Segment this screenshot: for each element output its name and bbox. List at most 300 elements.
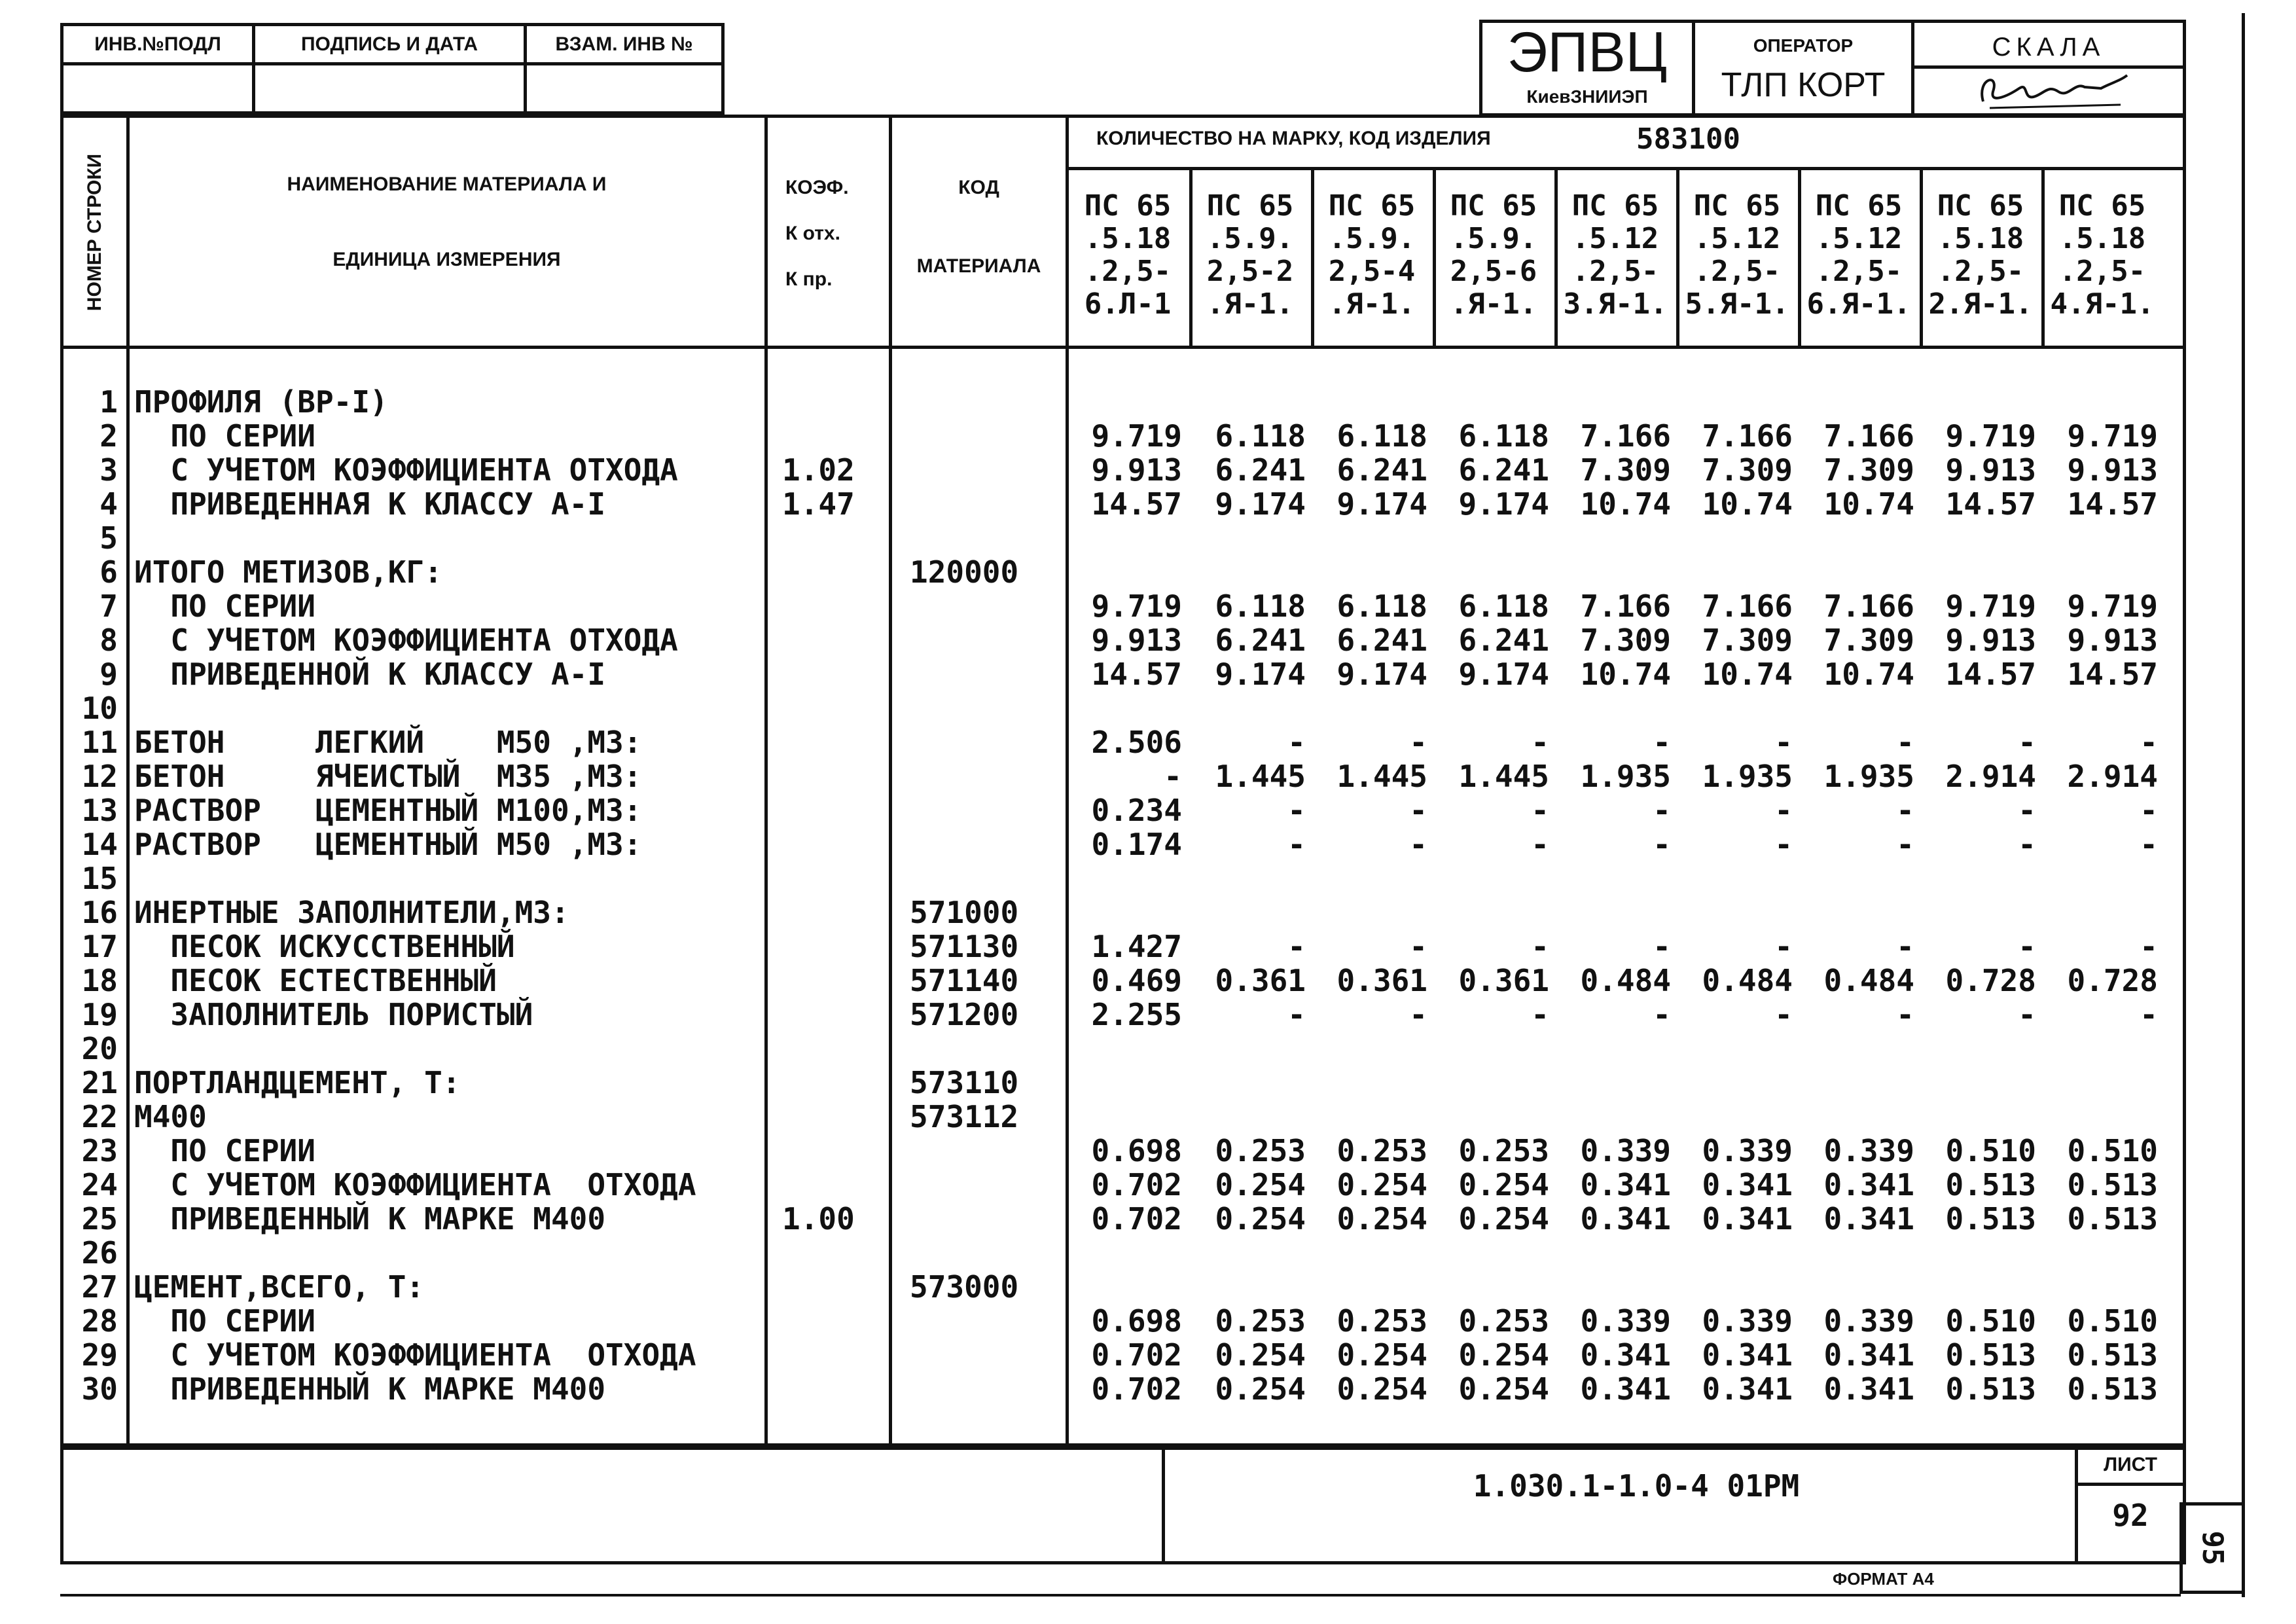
material-name: ПО СЕРИИ: [134, 1303, 315, 1339]
quantity-cell: -: [1774, 793, 1793, 828]
quantity-cell: -: [1774, 725, 1793, 760]
coef-header-line3: К пр.: [785, 268, 833, 290]
quantity-cell: -: [2018, 827, 2036, 862]
material-name: М400: [134, 1099, 207, 1134]
row-number: 24: [81, 1167, 118, 1202]
quantity-cell: 6.118: [1336, 418, 1427, 454]
quantity-cell: 7.166: [1823, 418, 1914, 454]
material-code: [910, 487, 1073, 521]
row-number: 8: [99, 623, 118, 658]
quantity-cell: [2041, 1066, 2158, 1100]
coefficient: [782, 1338, 893, 1372]
coef-header-line1: КОЭФ.: [785, 177, 849, 198]
quantity-cell: [1311, 861, 1427, 895]
material-code: [910, 521, 1073, 555]
quantity-cell: 9.174: [1458, 486, 1549, 522]
material-code: [910, 1236, 1073, 1270]
quantity-cell: 1.445: [1215, 759, 1306, 794]
quantity-cell: [1311, 555, 1427, 589]
skala-label: СКАЛА: [1992, 33, 2106, 62]
quantity-cell: [1066, 1066, 1182, 1100]
quantity-cell: 0.253: [1458, 1133, 1549, 1168]
quantity-cell: -: [1896, 997, 1914, 1032]
material-code: [910, 1372, 1073, 1406]
quantity-cell: -: [1287, 725, 1306, 760]
sheet-label: ЛИСТ: [2104, 1454, 2157, 1475]
bottom-line: [60, 1594, 2181, 1597]
quantity-cell: [1798, 861, 1914, 895]
coefficient: 1.02: [782, 452, 855, 488]
quantity-cell: 0.341: [1702, 1167, 1793, 1202]
quantity-cell: [1066, 1100, 1182, 1134]
quantity-cell: [2041, 385, 2158, 419]
quantity-cell: [1798, 691, 1914, 725]
divider: [2075, 1483, 2186, 1486]
quantity-cell: 0.702: [1091, 1201, 1182, 1236]
row-number: 3: [99, 452, 118, 488]
row-number: 11: [81, 725, 118, 760]
material-name: С УЧЕТОМ КОЭФФИЦИЕНТА ОТХОДА: [134, 1167, 696, 1202]
coefficient: [782, 555, 893, 589]
quantity-cell: [1798, 1066, 1914, 1100]
quantity-cell: 7.166: [1702, 588, 1793, 624]
coefficient: [782, 521, 893, 555]
quantity-header: КОЛИЧЕСТВО НА МАРКУ, КОД ИЗДЕЛИЯ: [1096, 128, 1491, 149]
quantity-cell: -: [1531, 827, 1549, 862]
material-code: 571200: [910, 997, 1019, 1032]
quantity-cell: [1676, 555, 1793, 589]
quantity-cell: [1554, 895, 1671, 929]
sign-label: ПОДПИСЬ И ДАТА: [300, 33, 478, 55]
quantity-cell: 0.341: [1702, 1337, 1793, 1373]
quantity-cell: 10.74: [1580, 657, 1671, 692]
quantity-cell: 2.506: [1091, 725, 1182, 760]
quantity-cell: 6.241: [1336, 452, 1427, 488]
coefficient: [782, 1134, 893, 1168]
header-divider: [60, 346, 2186, 349]
quantity-cell: -: [1287, 827, 1306, 862]
coefficient: [782, 964, 893, 998]
row-number: 6: [99, 554, 118, 590]
quantity-cell: [1189, 1100, 1306, 1134]
quantity-cell: 0.254: [1336, 1201, 1427, 1236]
quantity-cell: [2041, 861, 2158, 895]
row-number: 14: [81, 827, 118, 862]
quantity-cell: 0.702: [1091, 1337, 1182, 1373]
quantity-cell: 0.513: [1945, 1337, 2036, 1373]
row-number: 23: [81, 1133, 118, 1168]
quantity-cell: [1554, 555, 1671, 589]
material-code: [910, 1168, 1073, 1202]
quantity-cell: 0.253: [1458, 1303, 1549, 1339]
quantity-cell: [1798, 1236, 1914, 1270]
quantity-cell: [1920, 385, 2036, 419]
material-code: [910, 861, 1073, 895]
coefficient: [782, 827, 893, 861]
material-name: ИТОГО МЕТИЗОВ,КГ:: [134, 554, 442, 590]
name-header-line2: ЕДИНИЦА ИЗМЕРЕНИЯ: [332, 249, 561, 270]
quantity-cell: 7.309: [1823, 623, 1914, 658]
coefficient: [782, 1066, 893, 1100]
quantity-cell: -: [1653, 793, 1671, 828]
quantity-cell: [1798, 1270, 1914, 1304]
divider: [60, 62, 725, 65]
quantity-cell: [1311, 1066, 1427, 1100]
quantity-cell: [1920, 1270, 2036, 1304]
quantity-cell: [1554, 385, 1671, 419]
material-name: ИНЕРТНЫЕ ЗАПОЛНИТЕЛИ,М3:: [134, 895, 569, 930]
quantity-cell: 0.513: [2067, 1371, 2158, 1407]
material-name: РАСТВОР ЦЕМЕНТНЫЙ М50 ,М3:: [134, 827, 642, 862]
quantity-cell: [1066, 895, 1182, 929]
quantity-cell: [2041, 1236, 2158, 1270]
quantity-cell: 0.254: [1458, 1167, 1549, 1202]
operator-value: ТЛП КОРТ: [1721, 66, 1886, 104]
row-number: 18: [81, 963, 118, 998]
quantity-cell: [1433, 1032, 1549, 1066]
quantity-cell: 0.728: [2067, 963, 2158, 998]
quantity-cell: 0.513: [1945, 1201, 2036, 1236]
material-code: 571130: [910, 929, 1019, 964]
row-number: 10: [81, 691, 118, 726]
row-number: 22: [81, 1099, 118, 1134]
quantity-cell: [1676, 1100, 1793, 1134]
quantity-cell: 0.361: [1336, 963, 1427, 998]
coefficient: [782, 1270, 893, 1304]
row-number: 30: [81, 1371, 118, 1407]
quantity-cell: [1798, 555, 1914, 589]
material-name: ПОРТЛАНДЦЕМЕНТ, Т:: [134, 1065, 461, 1100]
quantity-cell: 7.309: [1702, 452, 1793, 488]
quantity-cell: -: [1531, 997, 1549, 1032]
quantity-cell: -: [1409, 929, 1427, 964]
quantity-cell: [1433, 555, 1549, 589]
quantity-cell: 1.427: [1091, 929, 1182, 964]
quantity-cell: [1920, 861, 2036, 895]
material-name: ПО СЕРИИ: [134, 1133, 315, 1168]
quantity-cell: [1920, 555, 2036, 589]
quantity-cell: -: [1409, 725, 1427, 760]
coefficient: [782, 1304, 893, 1338]
material-code: [910, 589, 1073, 623]
row-number: 20: [81, 1031, 118, 1066]
quantity-cell: 0.513: [1945, 1167, 2036, 1202]
quantity-cell: 0.339: [1580, 1303, 1671, 1339]
material-code: [910, 759, 1073, 793]
quantity-cell: [1066, 555, 1182, 589]
document-code: 1.030.1-1.0-4 01РМ: [1473, 1468, 1800, 1504]
quantity-cell: 0.341: [1580, 1337, 1671, 1373]
name-header-line1: НАИМЕНОВАНИЕ МАТЕРИАЛА И: [287, 173, 607, 195]
material-code: 573110: [910, 1065, 1019, 1100]
quantity-cell: 0.254: [1336, 1337, 1427, 1373]
quantity-cell: -: [1896, 793, 1914, 828]
quantity-cell: [2041, 691, 2158, 725]
quantity-cell: [1920, 691, 2036, 725]
quantity-cell: -: [1287, 793, 1306, 828]
quantity-cell: [1189, 555, 1306, 589]
row-number: 7: [99, 588, 118, 624]
quantity-cell: [1433, 385, 1549, 419]
product-column-header: ПС 65 .5.18 .2,5- 2.Я-1.: [1928, 189, 2033, 321]
side-number: 95: [2196, 1530, 2229, 1566]
quantity-cell: 14.57: [1945, 657, 2036, 692]
quantity-cell: 9.719: [2067, 588, 2158, 624]
coefficient: [782, 589, 893, 623]
quantity-cell: 1.935: [1580, 759, 1671, 794]
quantity-cell: -: [1164, 759, 1182, 794]
quantity-cell: [1798, 385, 1914, 419]
quantity-cell: -: [2140, 997, 2158, 1032]
quantity-cell: [1920, 1236, 2036, 1270]
quantity-cell: 14.57: [1945, 486, 2036, 522]
quantity-cell: 9.719: [1945, 418, 2036, 454]
quantity-cell: 0.484: [1702, 963, 1793, 998]
row-number: 4: [99, 486, 118, 522]
coefficient: [782, 419, 893, 453]
quantity-cell: [1189, 385, 1306, 419]
quantity-cell: [1189, 895, 1306, 929]
quantity-cell: [1433, 1270, 1549, 1304]
divider: [126, 115, 130, 1443]
row-number: 19: [81, 997, 118, 1032]
quantity-cell: -: [1287, 997, 1306, 1032]
material-name: БЕТОН ЯЧЕИСТЫЙ М35 ,М3:: [134, 759, 642, 794]
quantity-cell: 1.445: [1336, 759, 1427, 794]
quantity-cell: -: [1653, 929, 1671, 964]
quantity-cell: [1554, 521, 1671, 555]
product-column-header: ПС 65 .5.9. 2,5-4 .Я-1.: [1328, 189, 1416, 321]
quantity-cell: 0.339: [1580, 1133, 1671, 1168]
quantity-cell: -: [2018, 725, 2036, 760]
quantity-cell: [1311, 1270, 1427, 1304]
quantity-cell: 0.254: [1336, 1167, 1427, 1202]
quantity-cell: -: [1653, 997, 1671, 1032]
quantity-cell: [1433, 1100, 1549, 1134]
quantity-cell: 9.719: [1945, 588, 2036, 624]
quantity-cell: 7.309: [1823, 452, 1914, 488]
quantity-cell: 9.913: [2067, 452, 2158, 488]
quantity-cell: 9.174: [1336, 657, 1427, 692]
coefficient: 1.47: [782, 486, 855, 522]
material-name: ПЕСОК ЕСТЕСТВЕННЫЙ: [134, 963, 497, 998]
coefficient: [782, 691, 893, 725]
material-name: ПРИВЕДЕННЫЙ К МАРКЕ М400: [134, 1371, 606, 1407]
material-name: ПЕСОК ИСКУССТВЕННЫЙ: [134, 929, 515, 964]
quantity-cell: 7.166: [1702, 418, 1793, 454]
material-code: 573112: [910, 1099, 1019, 1134]
quantity-cell: [1189, 861, 1306, 895]
quantity-cell: 1.445: [1458, 759, 1549, 794]
quantity-cell: [1798, 895, 1914, 929]
row-number: 5: [99, 520, 118, 556]
product-column-header: ПС 65 .5.12 .2,5- 3.Я-1.: [1563, 189, 1668, 321]
quantity-cell: [1189, 1066, 1306, 1100]
quantity-cell: 7.309: [1702, 623, 1793, 658]
material-code: [910, 1338, 1073, 1372]
material-code: [910, 657, 1073, 691]
quantity-cell: 0.253: [1215, 1133, 1306, 1168]
material-code: [910, 1202, 1073, 1236]
quantity-cell: [1433, 1236, 1549, 1270]
quantity-cell: [1189, 1236, 1306, 1270]
quantity-cell: [1554, 1066, 1671, 1100]
divider: [764, 115, 768, 1443]
quantity-cell: -: [2140, 929, 2158, 964]
quantity-cell: 10.74: [1823, 657, 1914, 692]
product-column-header: ПС 65 .5.9. 2,5-2 .Я-1.: [1206, 189, 1294, 321]
signature: [1970, 69, 2134, 113]
coefficient: [782, 759, 893, 793]
quantity-cell: 6.241: [1336, 623, 1427, 658]
material-name: С УЧЕТОМ КОЭФФИЦИЕНТА ОТХОДА: [134, 452, 678, 488]
quantity-cell: 9.913: [1091, 452, 1182, 488]
material-name: С УЧЕТОМ КОЭФФИЦИЕНТА ОТХОДА: [134, 623, 678, 658]
quantity-cell: [1920, 1100, 2036, 1134]
row-number: 12: [81, 759, 118, 794]
code-header-line2: МАТЕРИАЛА: [916, 255, 1041, 277]
quantity-cell: [1311, 385, 1427, 419]
side-border: [2242, 13, 2245, 1597]
coefficient: [782, 929, 893, 964]
quantity-cell: 6.118: [1458, 418, 1549, 454]
quantity-cell: [1311, 1032, 1427, 1066]
quantity-cell: [1066, 521, 1182, 555]
quantity-cell: -: [1896, 827, 1914, 862]
quantity-cell: [1676, 1270, 1793, 1304]
quantity-cell: -: [1896, 725, 1914, 760]
quantity-cell: 10.74: [1702, 657, 1793, 692]
material-code: 573000: [910, 1269, 1019, 1305]
quantity-cell: 14.57: [2067, 486, 2158, 522]
coefficient: [782, 725, 893, 759]
material-code: [910, 691, 1073, 725]
quantity-cell: -: [1653, 725, 1671, 760]
quantity-cell: 0.510: [1945, 1303, 2036, 1339]
quantity-cell: [1433, 861, 1549, 895]
quantity-cell: 0.510: [2067, 1303, 2158, 1339]
inv-label: ИНВ.№ПОДЛ: [94, 33, 221, 55]
quantity-cell: 10.74: [1702, 486, 1793, 522]
quantity-cell: 0.361: [1215, 963, 1306, 998]
quantity-cell: 7.166: [1580, 588, 1671, 624]
quantity-cell: 2.914: [1945, 759, 2036, 794]
quantity-cell: [2041, 1270, 2158, 1304]
quantity-cell: 6.241: [1458, 623, 1549, 658]
quantity-cell: 9.719: [1091, 418, 1182, 454]
quantity-cell: 9.913: [1945, 452, 2036, 488]
quantity-cell: [1676, 521, 1793, 555]
quantity-cell: [1676, 385, 1793, 419]
quantity-cell: [1920, 1032, 2036, 1066]
material-code: [910, 1032, 1073, 1066]
quantity-cell: 0.253: [1336, 1133, 1427, 1168]
quantity-cell: 0.253: [1215, 1303, 1306, 1339]
quantity-cell: [1554, 1032, 1671, 1066]
quantity-cell: [1554, 1270, 1671, 1304]
coefficient: [782, 385, 893, 419]
divider: [1066, 167, 2186, 170]
material-name: БЕТОН ЛЕГКИЙ М50 ,М3:: [134, 725, 642, 760]
product-column-header: ПС 65 .5.12 .2,5- 6.Я-1.: [1806, 189, 1911, 321]
material-name: ПРОФИЛЯ (ВР-I): [134, 384, 388, 420]
quantity-cell: 9.913: [1945, 623, 2036, 658]
row-number: 25: [81, 1201, 118, 1236]
quantity-cell: -: [1774, 929, 1793, 964]
quantity-cell: 14.57: [1091, 657, 1182, 692]
operator-label: ОПЕРАТОР: [1753, 35, 1854, 56]
quantity-cell: [1554, 691, 1671, 725]
row-number: 15: [81, 861, 118, 896]
quantity-cell: 0.702: [1091, 1167, 1182, 1202]
quantity-cell: 0.254: [1336, 1371, 1427, 1407]
vzam-label: ВЗАМ. ИНВ №: [555, 33, 693, 55]
sheet-number: 92: [2112, 1498, 2149, 1533]
quantity-cell: [1798, 521, 1914, 555]
product-column-header: ПС 65 .5.9. 2,5-6 .Я-1.: [1450, 189, 1537, 321]
row-number: 13: [81, 793, 118, 828]
org-big: ЭПВЦ: [1507, 21, 1668, 84]
row-number-label: НОМЕР СТРОКИ: [84, 153, 105, 312]
quantity-cell: -: [1531, 793, 1549, 828]
quantity-cell: [1311, 521, 1427, 555]
quantity-cell: 1.935: [1702, 759, 1793, 794]
quantity-cell: 2.914: [2067, 759, 2158, 794]
quantity-cell: -: [2140, 793, 2158, 828]
row-number: 2: [99, 418, 118, 454]
quantity-cell: 9.913: [1091, 623, 1182, 658]
quantity-cell: 0.341: [1580, 1167, 1671, 1202]
quantity-cell: -: [2140, 725, 2158, 760]
quantity-cell: 0.510: [1945, 1133, 2036, 1168]
quantity-cell: 0.254: [1458, 1337, 1549, 1373]
quantity-cell: [1433, 1066, 1549, 1100]
quantity-cell: 0.339: [1702, 1133, 1793, 1168]
format-label: ФОРМАТ А4: [1833, 1569, 1934, 1589]
quantity-cell: -: [1409, 997, 1427, 1032]
quantity-cell: 1.935: [1823, 759, 1914, 794]
product-column-header: ПС 65 .5.18 .2,5- 6.Л-1: [1084, 189, 1172, 321]
quantity-cell: 0.253: [1336, 1303, 1427, 1339]
coefficient: [782, 1372, 893, 1406]
quantity-cell: [1433, 895, 1549, 929]
quantity-cell: [1433, 691, 1549, 725]
quantity-cell: 0.254: [1458, 1371, 1549, 1407]
coefficient: [782, 861, 893, 895]
quantity-cell: [1066, 691, 1182, 725]
quantity-cell: [1189, 691, 1306, 725]
quantity-cell: -: [1287, 929, 1306, 964]
quantity-cell: [1798, 1100, 1914, 1134]
quantity-cell: -: [1774, 997, 1793, 1032]
quantity-cell: [2041, 555, 2158, 589]
quantity-cell: 0.254: [1458, 1201, 1549, 1236]
quantity-cell: [1676, 861, 1793, 895]
quantity-cell: 0.513: [2067, 1201, 2158, 1236]
quantity-cell: 0.728: [1945, 963, 2036, 998]
material-name: ПО СЕРИИ: [134, 418, 315, 454]
quantity-cell: 7.309: [1580, 623, 1671, 658]
quantity-cell: 9.913: [2067, 623, 2158, 658]
quantity-cell: 9.174: [1336, 486, 1427, 522]
quantity-cell: [1676, 1032, 1793, 1066]
material-code: 571140: [910, 963, 1019, 998]
coefficient: [782, 998, 893, 1032]
product-column-header: ПС 65 .5.18 .2,5- 4.Я-1.: [2050, 189, 2155, 321]
quantity-cell: 10.74: [1823, 486, 1914, 522]
material-code: [910, 1304, 1073, 1338]
quantity-cell: -: [1896, 929, 1914, 964]
